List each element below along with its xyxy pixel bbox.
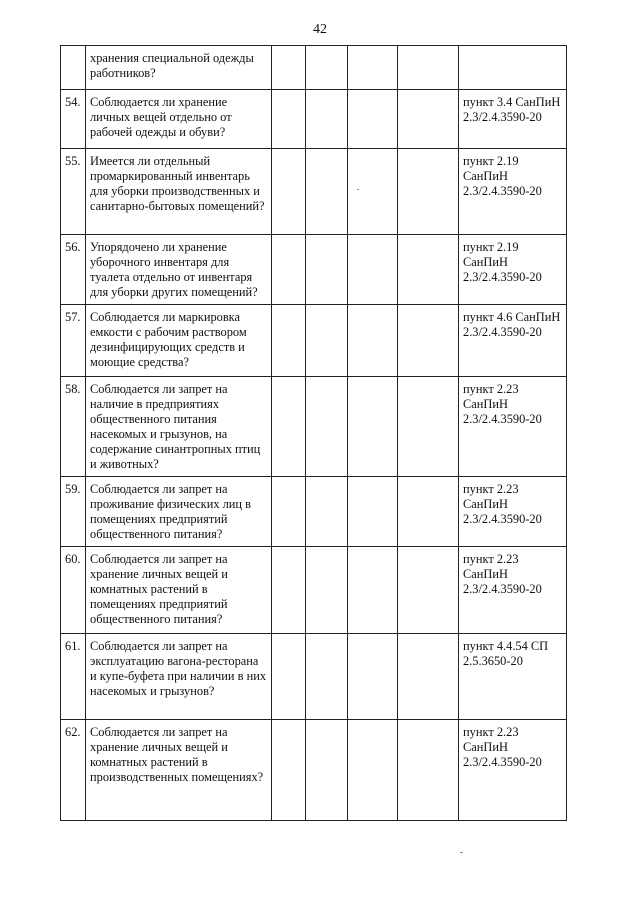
table-row bbox=[61, 90, 567, 149]
answer-cell-3 bbox=[348, 377, 398, 477]
table-row bbox=[61, 720, 567, 821]
legal-reference: пункт 2.19 СанПиН 2.3/2.4.3590-20 bbox=[459, 235, 567, 305]
answer-cell-1 bbox=[272, 477, 306, 547]
answer-cell-3 bbox=[348, 90, 398, 149]
requirement-question: Соблюдается ли запрет на проживание физических лиц в помещениях предприятий общественного питания? bbox=[86, 477, 272, 547]
row-number: 59. bbox=[61, 477, 86, 547]
row-number: 57. bbox=[61, 305, 86, 377]
answer-cell-1 bbox=[272, 46, 306, 90]
answer-cell-4 bbox=[398, 634, 459, 720]
answer-cell-4 bbox=[398, 46, 459, 90]
answer-cell-1 bbox=[272, 377, 306, 477]
legal-reference: пункт 4.4.54 СП 2.5.3650-20 bbox=[459, 634, 567, 720]
table-row bbox=[61, 477, 567, 547]
requirement-question: Соблюдается ли хранение личных вещей отдельно от рабочей одежды и обуви? bbox=[86, 90, 272, 149]
page-number: 42 bbox=[313, 22, 327, 37]
table-row bbox=[61, 305, 567, 377]
answer-cell-1 bbox=[272, 634, 306, 720]
table-row bbox=[61, 634, 567, 720]
answer-cell-1 bbox=[272, 149, 306, 235]
legal-reference bbox=[459, 46, 567, 90]
answer-cell-2 bbox=[306, 90, 348, 149]
legal-reference: пункт 2.19 СанПиН 2.3/2.4.3590-20 bbox=[459, 149, 567, 235]
answer-cell-4 bbox=[398, 235, 459, 305]
requirement-question: Соблюдается ли запрет на наличие в предприятиях общественного питания насекомых и грызунов, на содержание синантропных птиц и животных? bbox=[86, 377, 272, 477]
answer-cell-2 bbox=[306, 477, 348, 547]
table-row bbox=[61, 377, 567, 477]
requirement-question: хранения специальной одежды работников? bbox=[86, 46, 272, 90]
answer-cell-2 bbox=[306, 547, 348, 634]
requirement-question: Соблюдается ли маркировка емкости с рабочим раствором дезинфицирующих средств и моющие средства? bbox=[86, 305, 272, 377]
legal-reference: пункт 2.23 СанПиН 2.3/2.4.3590-20 bbox=[459, 377, 567, 477]
answer-cell-3 bbox=[348, 477, 398, 547]
answer-cell-2 bbox=[306, 305, 348, 377]
answer-cell-4 bbox=[398, 305, 459, 377]
answer-cell-4 bbox=[398, 90, 459, 149]
requirement-question: Упорядочено ли хранение уборочного инвентаря для туалета отдельно от инвентаря для уборки других помещений? bbox=[86, 235, 272, 305]
answer-cell-3 bbox=[348, 235, 398, 305]
answer-cell-2 bbox=[306, 377, 348, 477]
answer-cell-2 bbox=[306, 720, 348, 821]
requirement-question: Имеется ли отдельный промаркированный инвентарь для уборки производственных и санитарно-бытовых помещений? bbox=[86, 149, 272, 235]
answer-cell-1 bbox=[272, 305, 306, 377]
answer-cell-3 bbox=[348, 305, 398, 377]
legal-reference: пункт 2.23 СанПиН 2.3/2.4.3590-20 bbox=[459, 720, 567, 821]
answer-cell-1 bbox=[272, 547, 306, 634]
answer-cell-1 bbox=[272, 90, 306, 149]
answer-cell-4 bbox=[398, 477, 459, 547]
legal-reference: пункт 2.23 СанПиН 2.3/2.4.3590-20 bbox=[459, 477, 567, 547]
answer-cell-1 bbox=[272, 720, 306, 821]
checklist-table bbox=[60, 45, 567, 821]
requirement-question: Соблюдается ли запрет на эксплуатацию вагона-ресторана и купе-буфета при наличии в них насекомых и грызунов? bbox=[86, 634, 272, 720]
answer-cell-2 bbox=[306, 235, 348, 305]
answer-cell-3 bbox=[348, 149, 398, 235]
table-row bbox=[61, 46, 567, 90]
answer-cell-4 bbox=[398, 720, 459, 821]
answer-cell-4 bbox=[398, 547, 459, 634]
table-row bbox=[61, 235, 567, 305]
answer-cell-3 bbox=[348, 46, 398, 90]
row-number: 58. bbox=[61, 377, 86, 477]
answer-cell-3 bbox=[348, 634, 398, 720]
scan-speck bbox=[460, 852, 463, 853]
scan-speck bbox=[357, 189, 359, 190]
answer-cell-2 bbox=[306, 149, 348, 235]
answer-cell-4 bbox=[398, 149, 459, 235]
row-number: 55. bbox=[61, 149, 86, 235]
legal-reference: пункт 2.23 СанПиН 2.3/2.4.3590-20 bbox=[459, 547, 567, 634]
legal-reference: пункт 4.6 СанПиН 2.3/2.4.3590-20 bbox=[459, 305, 567, 377]
legal-reference: пункт 3.4 СанПиН 2.3/2.4.3590-20 bbox=[459, 90, 567, 149]
row-number: 62. bbox=[61, 720, 86, 821]
answer-cell-3 bbox=[348, 547, 398, 634]
row-number: 54. bbox=[61, 90, 86, 149]
answer-cell-2 bbox=[306, 634, 348, 720]
answer-cell-2 bbox=[306, 46, 348, 90]
row-number bbox=[61, 46, 86, 90]
row-number: 60. bbox=[61, 547, 86, 634]
answer-cell-1 bbox=[272, 235, 306, 305]
table-row bbox=[61, 547, 567, 634]
row-number: 56. bbox=[61, 235, 86, 305]
requirement-question: Соблюдается ли запрет на хранение личных вещей и комнатных растений в производственных помещениях? bbox=[86, 720, 272, 821]
row-number: 61. bbox=[61, 634, 86, 720]
table-row bbox=[61, 149, 567, 235]
answer-cell-3 bbox=[348, 720, 398, 821]
answer-cell-4 bbox=[398, 377, 459, 477]
requirement-question: Соблюдается ли запрет на хранение личных вещей и комнатных растений в помещениях предприятий общественного питания? bbox=[86, 547, 272, 634]
